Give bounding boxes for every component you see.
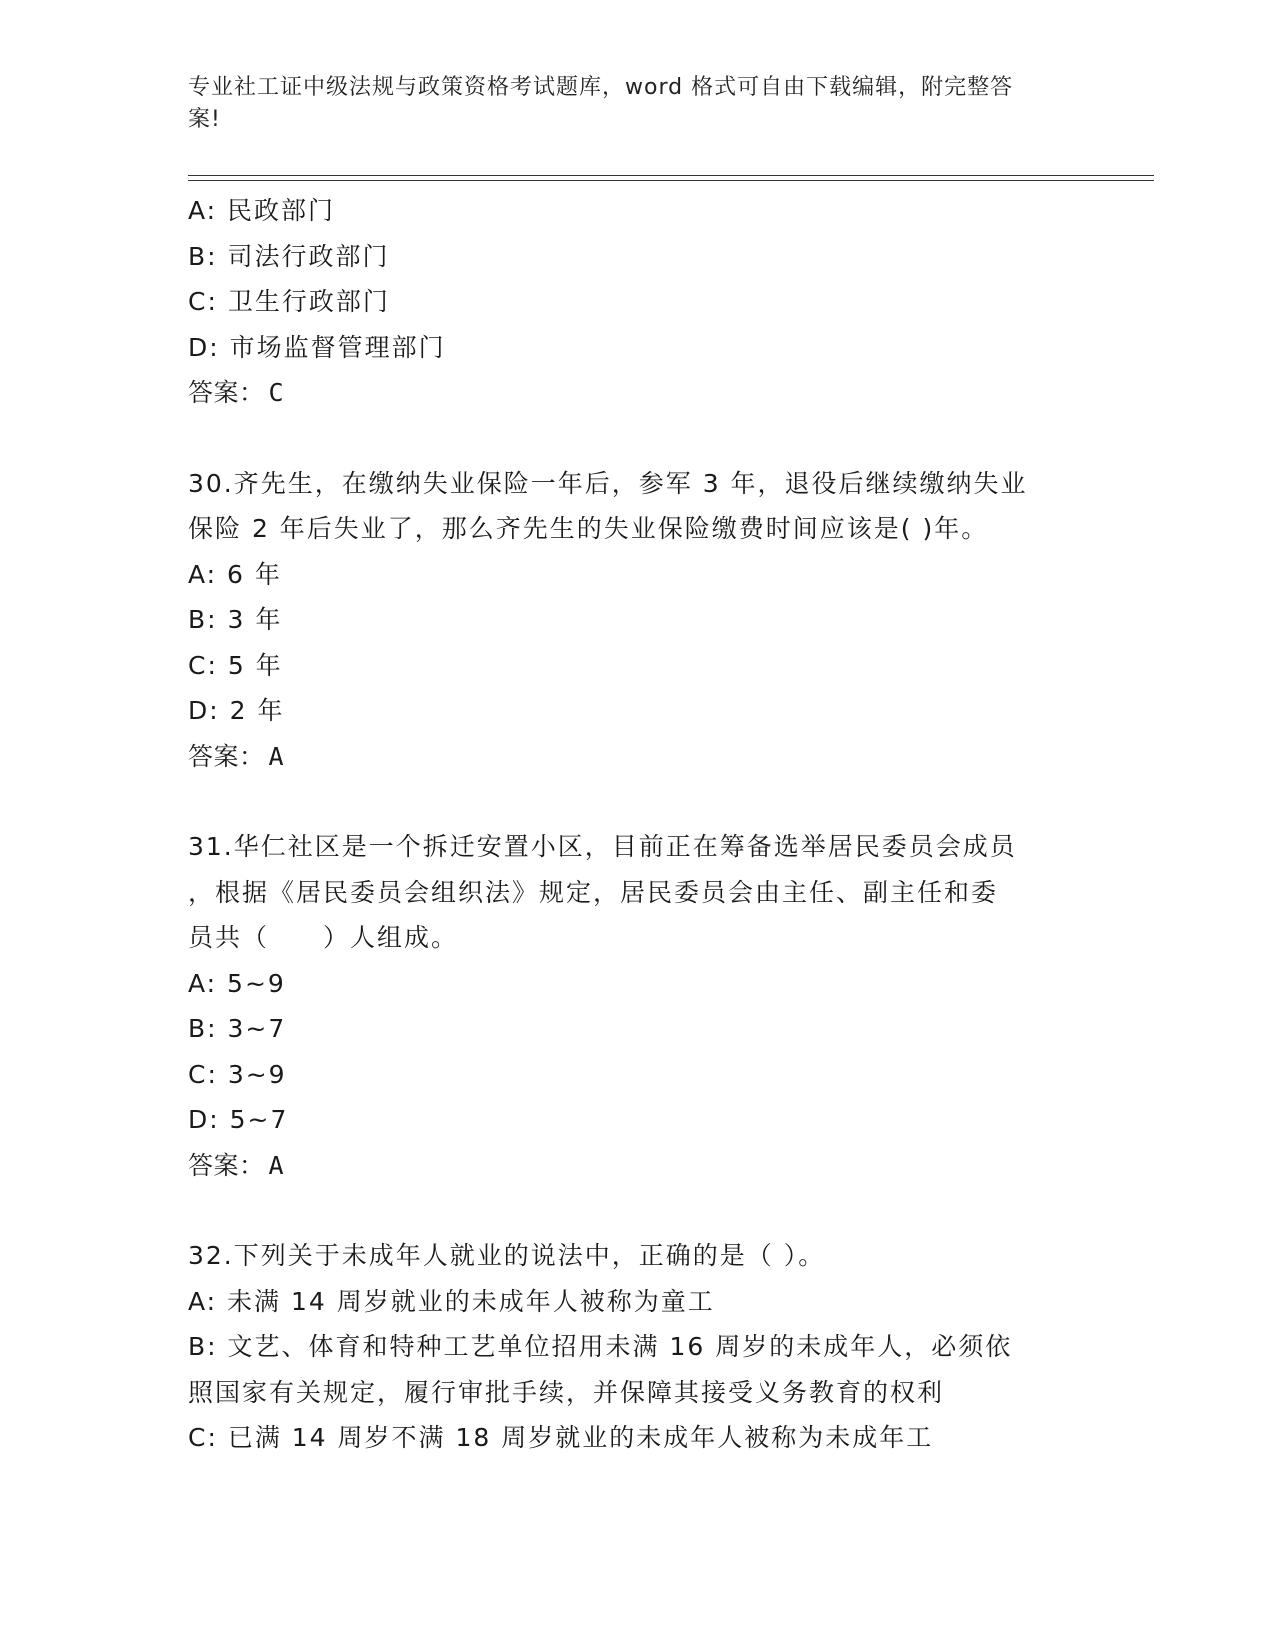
header-line-1: 专业社工证中级法规与政策资格考试题库，word 格式可自由下载编辑，附完整答: [188, 75, 1014, 100]
question-32-text-1: 32.下列关于未成年人就业的说法中，正确的是（ ）。: [188, 1241, 826, 1270]
question-content: [188, 188, 1088, 1461]
question-31-text-2: ，根据《居民委员会组织法》规定，居民委员会由主任、副主任和委: [188, 877, 999, 907]
option-b: B: 司法行政部门: [188, 241, 390, 271]
answer-value: A: [268, 1150, 285, 1180]
option-c: C: 5 年: [188, 650, 283, 680]
answer-label: 答案：: [188, 1150, 265, 1180]
spacer: [188, 1188, 1088, 1233]
header-divider-top: [188, 175, 1154, 176]
answer-value: C: [268, 378, 285, 407]
spacer: [188, 416, 1088, 461]
question-30-block: [188, 461, 1088, 780]
option-b-line-2: 照国家有关规定，履行审批手续，并保障其接受义务教育的权利: [188, 1377, 945, 1407]
answer-line: [188, 1143, 1088, 1189]
option-a: A: 6 年: [188, 559, 282, 589]
document-header: [188, 72, 1068, 136]
option-a: A: 民政部门: [188, 196, 336, 225]
option-c: C: 已满 14 周岁不满 18 周岁就业的未成年人被称为未成年工: [188, 1423, 934, 1452]
option-b: B: 3 年: [188, 605, 283, 634]
option-c: C: 3~9: [188, 1059, 287, 1089]
answer-value: A: [268, 741, 285, 771]
question-31-block: [188, 824, 1088, 1188]
option-a: A: 未满 14 周岁就业的未成年人被称为童工: [188, 1286, 715, 1316]
option-d: D: 市场监督管理部门: [188, 332, 446, 362]
prev-question-block: [188, 188, 1088, 416]
question-30-text-2: 保险 2 年后失业了，那么齐先生的失业保险缴费时间应该是( )年。: [188, 514, 989, 543]
answer-label: 答案：: [188, 741, 265, 771]
option-a: A: 5~9: [188, 968, 286, 998]
header-divider-bottom: [188, 180, 1154, 181]
header-line-2: 案!: [188, 107, 221, 132]
option-b: B: 3~7: [188, 1014, 287, 1043]
question-32-block: [188, 1233, 1088, 1461]
question-31-text-3: 员共（ ）人组成。: [188, 923, 459, 952]
question-30-text-1: 30.齐先生，在缴纳失业保险一年后，参军 3 年，退役后继续缴纳失业: [188, 468, 1028, 498]
answer-label: 答案：: [188, 378, 265, 407]
question-31-text-1: 31.华仁社区是一个拆迁安置小区，目前正在筹备选举居民委员会成员: [188, 832, 1017, 861]
option-d: D: 5~7: [188, 1105, 289, 1134]
answer-line: [188, 370, 1088, 416]
answer-line: [188, 734, 1088, 780]
option-d: D: 2 年: [188, 696, 285, 725]
option-b-line-1: B: 文艺、体育和特种工艺单位招用未满 16 周岁的未成年人，必须依: [188, 1332, 1013, 1361]
option-c: C: 卫生行政部门: [188, 287, 390, 316]
spacer: [188, 779, 1088, 824]
